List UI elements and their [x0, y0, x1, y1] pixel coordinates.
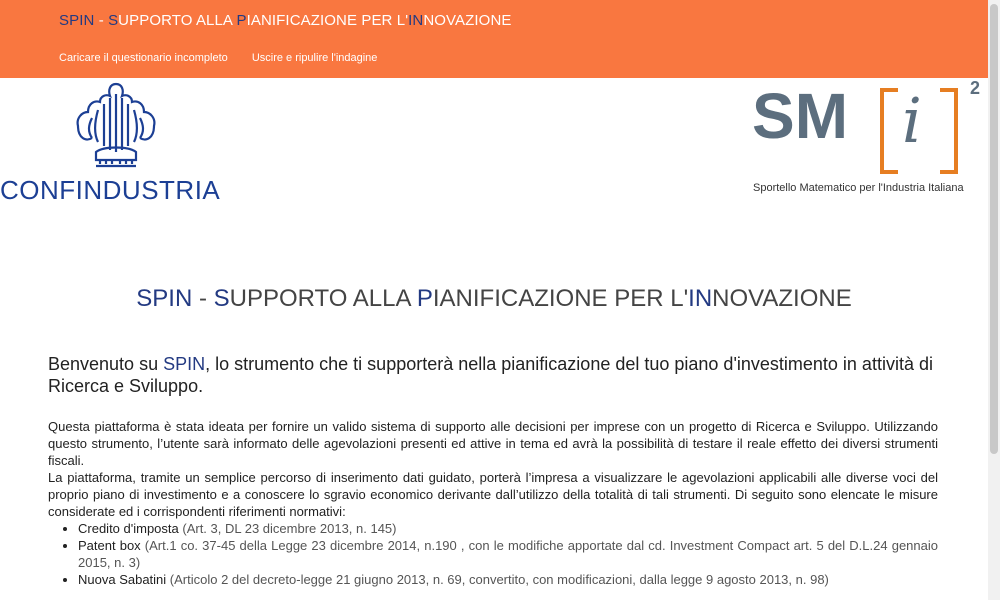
title-part: SPIN: [136, 285, 193, 312]
list-item: [78, 537, 938, 571]
scrollbar-thumb[interactable]: [990, 4, 998, 454]
measure-reference: (Art. 3, DL 23 dicembre 2013, n. 145): [178, 521, 397, 536]
measure-name: Nuova Sabatini: [78, 572, 167, 587]
load-incomplete-questionnaire-link[interactable]: Caricare il questionario incompleto: [59, 52, 228, 64]
title-part: P: [416, 285, 433, 312]
list-item: [78, 520, 938, 537]
title-part: NOVAZIONE: [712, 285, 852, 312]
smi2-bracket-right: [940, 88, 958, 174]
title-part: S: [213, 285, 230, 312]
smi2-logo-subtitle: Sportello Matematico per l'Industria Italiana: [753, 182, 964, 194]
confindustria-logo-text: CONFINDUSTRIA: [0, 175, 221, 205]
smi2-logo-main: SM: [752, 80, 848, 152]
confindustria-emblem-icon: [70, 80, 162, 172]
welcome-part: , lo strumento che ti supporterà nella pianificazione del tuo piano d'investimento in attività di Ricerca e Sviluppo.: [48, 354, 933, 396]
top-navbar: [0, 0, 988, 78]
intro-paragraph: Questa piattaforma è stata ideata per fornire un valido sistema di supporto alle decisioni per imprese con un progetto di Ricerca e Sviluppo. Utilizzando questo strumento, l’utente sarà informato delle agevolazioni presenti ed attive in tema ed avrà la possibilità di testare il reale effetto dei diversi strumenti fiscali.: [48, 419, 938, 468]
page-title: [0, 285, 988, 313]
measure-reference: (Art.1 co. 37-45 della Legge 23 dicembre 2014, n.190 , con le modifiche apportate dal cd. Investment Compact art. 5 del D.L.24 gennaio 2015, n. 3): [78, 538, 938, 570]
brand-part: -: [94, 12, 109, 29]
title-part: IN: [688, 285, 713, 312]
exit-and-clear-survey-link[interactable]: Uscire e ripulire l'indagine: [251, 52, 378, 64]
measure-name: Patent box: [78, 538, 141, 553]
smi2-logo-superscript: 2: [970, 78, 981, 98]
brand-part: S: [108, 12, 119, 29]
navbar-brand[interactable]: [59, 12, 512, 29]
brand-part: NOVAZIONE: [423, 12, 512, 29]
brand-part: UPPORTO ALLA: [118, 12, 237, 29]
title-part: IANIFICAZIONE PER L': [432, 285, 689, 312]
navbar-links: [59, 52, 398, 64]
brand-part: SPIN: [59, 12, 95, 29]
confindustria-logo: [0, 80, 240, 205]
smi2-logo: [752, 78, 992, 196]
welcome-part: SPIN: [163, 354, 206, 374]
brand-part: IANIFICAZIONE PER L': [246, 12, 409, 29]
list-item: [78, 571, 938, 588]
intro-paragraph: La piattaforma, tramite un semplice percorso di inserimento dati guidato, porterà l’impresa a visualizzare le agevolazioni applicabili alle diverse voci del proprio piano di investimento e a conoscere lo sgravio economico derivante dall’utilizzo della totalità di tali strumenti. Di seguito sono elencate le misure considerate ed i corrispondenti riferimenti normativi:: [48, 470, 938, 519]
smi2-logo-i: i: [902, 84, 922, 157]
brand-part: P: [236, 12, 247, 29]
measure-name: Credito d'imposta: [78, 521, 179, 536]
welcome-heading: [48, 353, 948, 397]
intro-text: [48, 418, 938, 588]
welcome-part: Benvenuto su: [48, 354, 164, 374]
smi2-bracket-left: [880, 88, 898, 174]
title-part: UPPORTO ALLA: [229, 285, 417, 312]
measures-list: [48, 520, 938, 588]
title-part: -: [192, 285, 214, 312]
measure-reference: (Articolo 2 del decreto-legge 21 giugno 2013, n. 69, convertito, con modificazioni, dalla legge 9 agosto 2013, n. 98): [166, 572, 829, 587]
brand-part: IN: [408, 12, 424, 29]
